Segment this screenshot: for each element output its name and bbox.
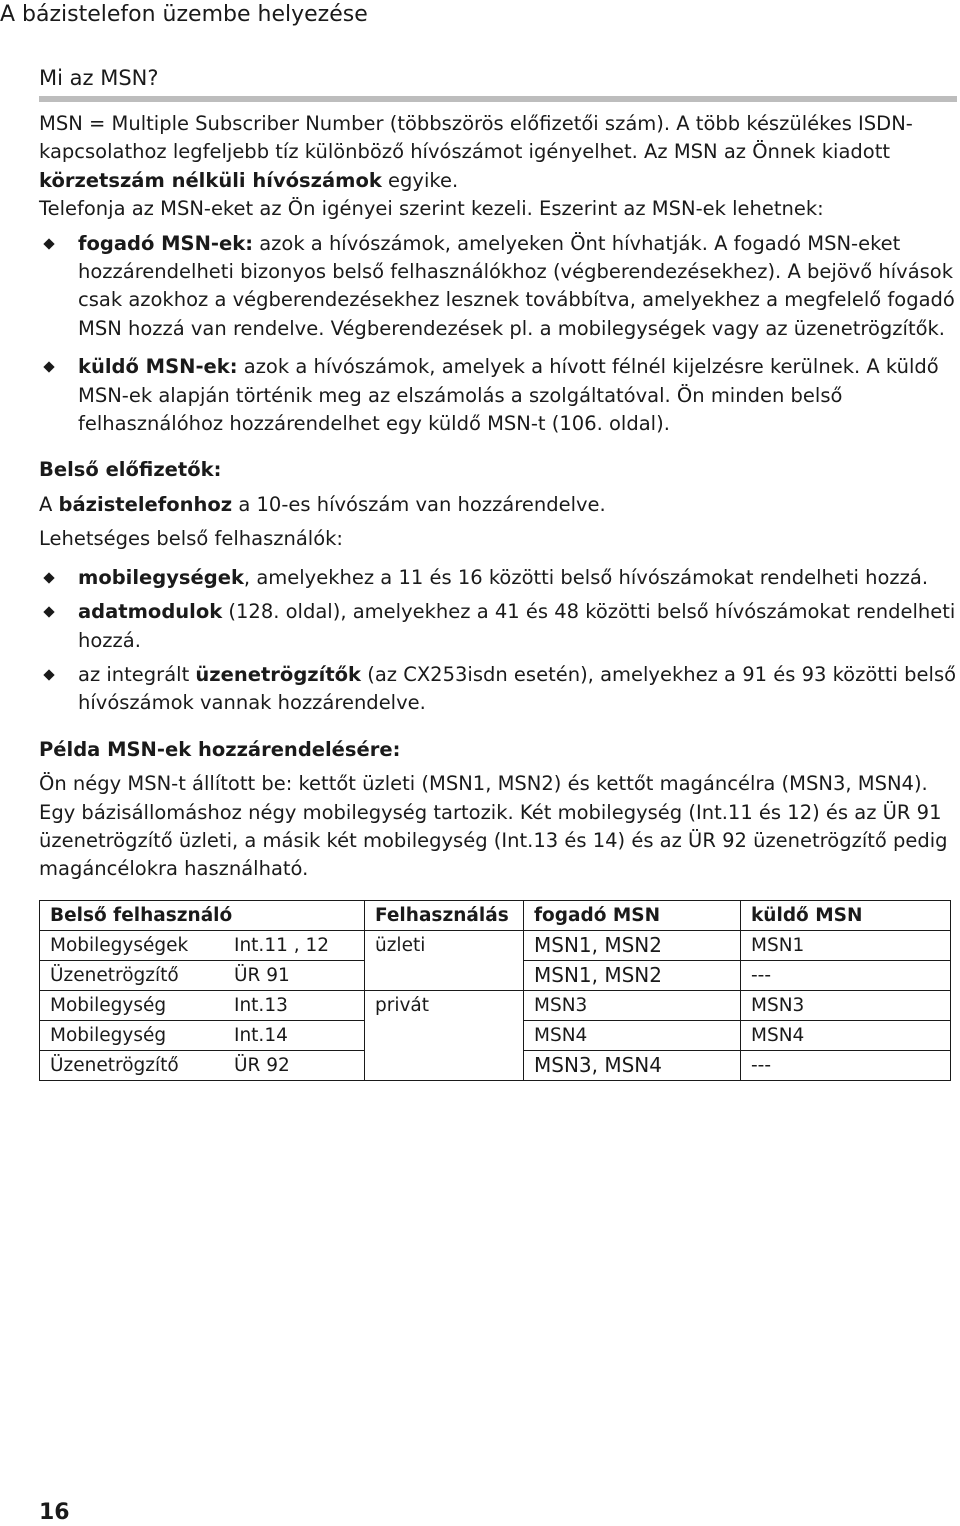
- example-heading: Példa MSN-ek hozzárendelésére:: [39, 737, 401, 761]
- cell-number: ÜR 91: [230, 960, 365, 990]
- intro-paragraph-2: Telefonja az MSN-eket az Ön igényei szerint kezeli. Eszerint az MSN-ek lehetnek:: [39, 197, 824, 221]
- column-header-receive-msn: fogadó MSN: [524, 900, 741, 930]
- cell-number: ÜR 92: [230, 1050, 365, 1080]
- cell-receive-msn: MSN1, MSN2: [524, 930, 741, 960]
- column-header-usage: Felhasználás: [365, 900, 524, 930]
- intro-paragraph: MSN = Multiple Subscriber Number (többszörös előfizetői szám). A több készülékes ISDN-kapcsolathoz legfeljebb tíz különböző hívószámot igényelhet. Az MSN az Önnek kiadott körzetszám nélküli hívószámok egyike.: [39, 112, 913, 192]
- possible-users-line: Lehetséges belső felhasználók:: [39, 527, 343, 551]
- section-title: Mi az MSN?: [39, 66, 159, 90]
- intro-emphasis: körzetszám nélküli hívószámok: [39, 168, 382, 192]
- list-item: fogadó MSN-ek: azok a hívószámok, amelyeken Önt hívhatják. A fogadó MSN-eket hozzárendelheti bizonyos belső felhasználókhoz (végberendezésekhez). A bejövő hívások csak azokhoz a végberendezésekhez lesznek továbbítva, amelyekhez a megfelelő fogadó MSN hozzá van rendelve. Végberendezések pl. a mobilegységek vagy az üzenetrögzítők.: [39, 230, 957, 344]
- diamond-bullet-icon: [43, 572, 55, 584]
- table-row: [40, 990, 951, 1020]
- diamond-bullet-icon: [43, 361, 55, 373]
- column-header-user: Belső felhasználó: [40, 900, 365, 930]
- cell-number: Int.14: [230, 1020, 365, 1050]
- table-header-row: [40, 900, 951, 930]
- cell-send-msn: MSN3: [741, 990, 951, 1020]
- section-title-rule: [39, 96, 957, 102]
- cell-receive-msn: MSN4: [524, 1020, 741, 1050]
- list-item: küldő MSN-ek: azok a hívószámok, amelyek a hívott félnél kijelzésre kerülnek. A küldő MSN-ek alapján történik meg az elszámolás a szolgáltatóval. Ön minden belső felhasználóhoz hozzárendelhet egy küldő MSN-t (106. oldal).: [39, 353, 957, 438]
- cell-user: Üzenetrögzítő: [40, 960, 231, 990]
- internal-users-list: [39, 564, 957, 718]
- cell-user: Üzenetrögzítő: [40, 1050, 231, 1080]
- cell-send-msn: ---: [741, 960, 951, 990]
- msn-types-list: [39, 230, 957, 439]
- cell-user: Mobilegység: [40, 1020, 231, 1050]
- example-text: Ön négy MSN-t állított be: kettőt üzleti (MSN1, MSN2) és kettőt magáncélra (MSN3, MSN4). Egy bázisállomáshoz négy mobilegység tartozik. Két mobilegység (Int.11 és 12) és az ÜR 91 üzenetrögzítő üzleti, a másik két mobilegység (Int.13 és 14) és az ÜR 92 üzenetrögzítő pedig magáncélokra használható.: [39, 772, 948, 881]
- diamond-bullet-icon: [43, 669, 55, 681]
- cell-receive-msn: MSN3, MSN4: [524, 1050, 741, 1080]
- list-item: mobilegységek, amelyekhez a 11 és 16 közötti belső hívószámokat rendelheti hozzá.: [39, 564, 957, 592]
- cell-send-msn: ---: [741, 1050, 951, 1080]
- diamond-bullet-icon: [43, 238, 55, 250]
- cell-number: Int.11 , 12: [230, 930, 365, 960]
- page-header: A bázistelefon üzembe helyezése: [0, 2, 368, 27]
- cell-number: Int.13: [230, 990, 365, 1020]
- internal-heading: Belső előfizetők:: [39, 458, 222, 482]
- column-header-send-msn: küldő MSN: [741, 900, 951, 930]
- cell-send-msn: MSN1: [741, 930, 951, 960]
- table-row: [40, 930, 951, 960]
- list-item: az integrált üzenetrögzítők (az CX253isdn esetén), amelyekhez a 91 és 93 közötti belső hívószámok vannak hozzárendelve.: [39, 661, 957, 718]
- base-line: A bázistelefonhoz a 10-es hívószám van hozzárendelve.: [39, 492, 606, 516]
- page-number: 16: [39, 1500, 70, 1525]
- msn-assignment-table: [39, 900, 951, 1081]
- diamond-bullet-icon: [43, 606, 55, 618]
- cell-user: Mobilegység: [40, 990, 231, 1020]
- cell-usage: privát: [365, 990, 524, 1080]
- cell-receive-msn: MSN3: [524, 990, 741, 1020]
- cell-send-msn: MSN4: [741, 1020, 951, 1050]
- page-content: [39, 110, 957, 1081]
- cell-receive-msn: MSN1, MSN2: [524, 960, 741, 990]
- cell-user: Mobilegységek: [40, 930, 231, 960]
- list-item: adatmodulok (128. oldal), amelyekhez a 41 és 48 közötti belső hívószámokat rendelheti hozzá.: [39, 598, 957, 655]
- cell-usage: üzleti: [365, 930, 524, 990]
